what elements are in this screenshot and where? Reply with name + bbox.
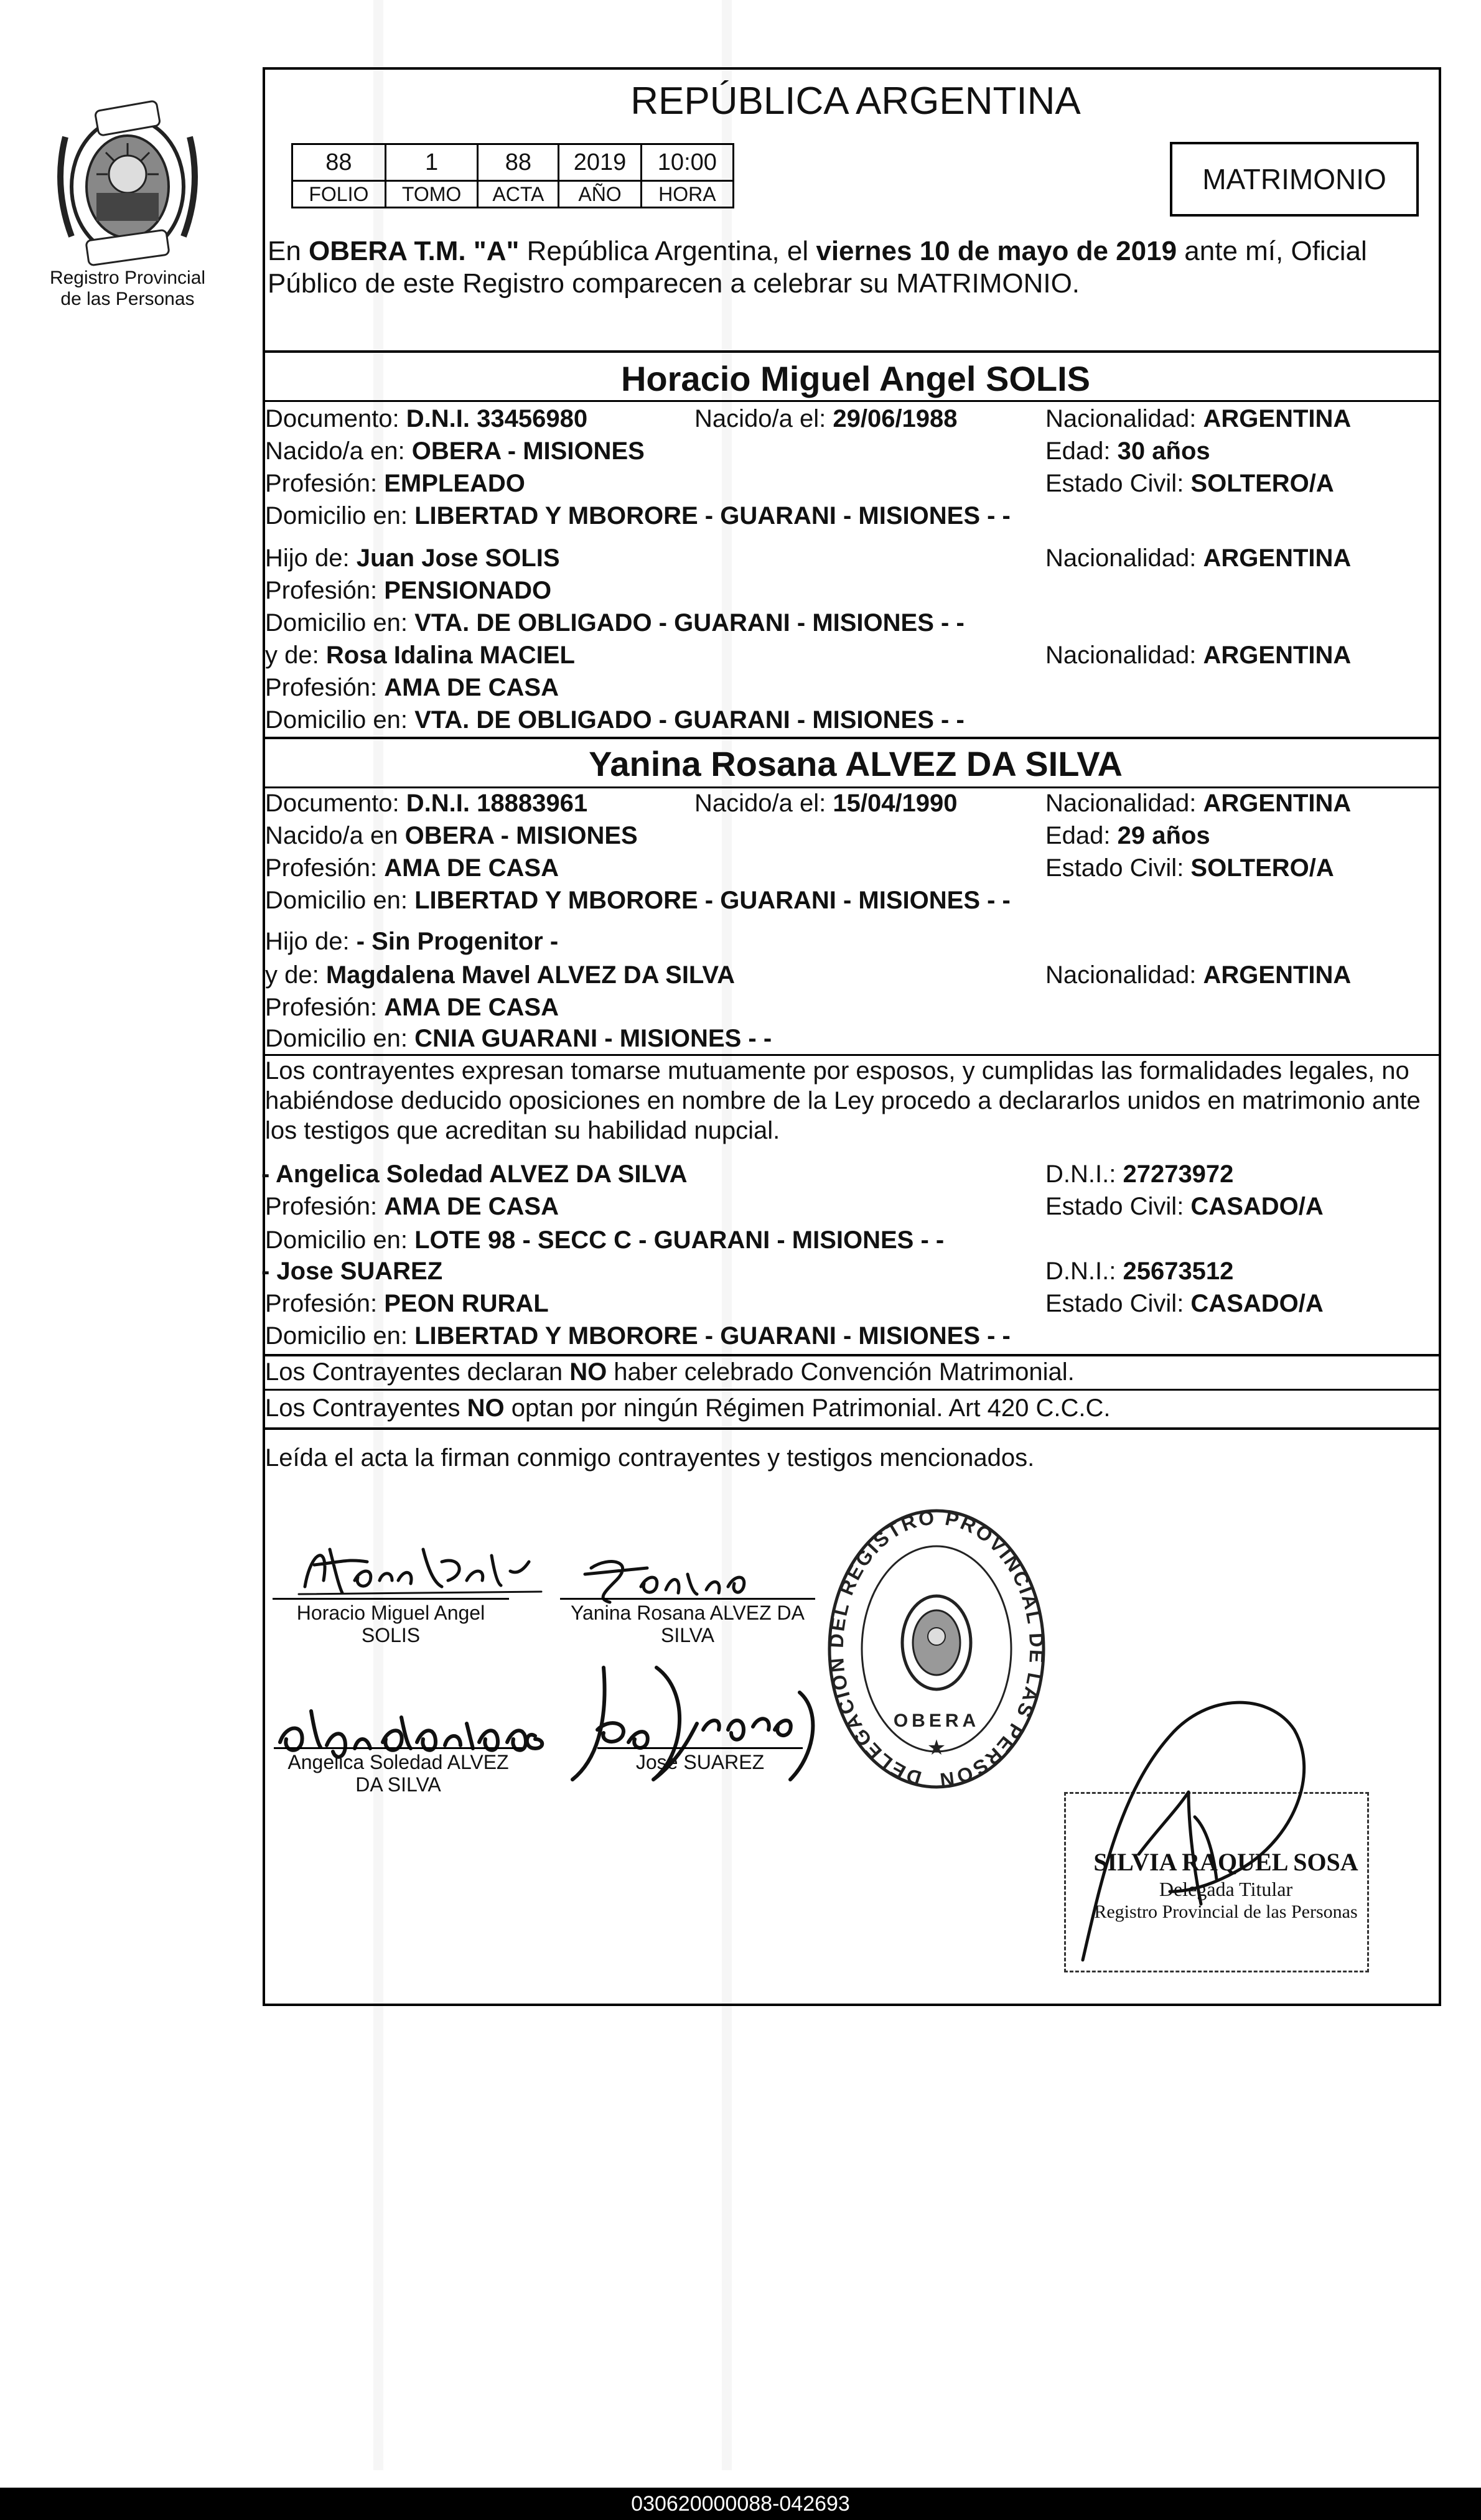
stamp-star-icon: ★: [927, 1736, 946, 1760]
groom-age: Edad: 30 años: [1045, 437, 1210, 465]
bride-name: Yanina Rosana ALVEZ DA SILVA: [589, 744, 1123, 783]
groom-father-nationality: Nacionalidad: ARGENTINA: [1045, 544, 1352, 572]
logo-caption: [31, 268, 224, 310]
witness1-civil-status: Estado Civil: CASADO/A: [1045, 1193, 1324, 1220]
officer-name: SILVIA RAQUEL SOSA: [1093, 1848, 1358, 1876]
groom-father: Hijo de: Juan Jose SOLIS: [265, 544, 560, 572]
groom-signature-icon: [292, 1537, 554, 1605]
officer-signature-icon: [1045, 1668, 1325, 1979]
groom-father-profession: Profesión: PENSIONADO: [265, 577, 552, 604]
country-title: REPÚBLICA ARGENTINA: [630, 80, 1081, 123]
groom-signature-label: Horacio Miguel Angel SOLIS: [296, 1602, 485, 1646]
groom-civil-status: Estado Civil: SOLTERO/A: [1045, 470, 1334, 497]
anio-value: 2019: [559, 144, 641, 181]
intro-line1: En OBERA T.M. "A" República Argentina, el viernes 10 de mayo de 2019 ante mí, Oficial: [268, 236, 1367, 266]
bride-birth-date: Nacido/a el: 15/04/1990: [694, 790, 958, 817]
officer-org: Registro Provincial de las Personas: [1094, 1902, 1358, 1922]
officer-title: Delegada Titular: [1159, 1878, 1293, 1900]
groom-document: Documento: D.N.I. 33456980: [265, 405, 588, 432]
convention-line1: Los Contrayentes declaran NO haber celebrado Convención Matrimonial.: [265, 1358, 1075, 1386]
acta-value: 88: [478, 144, 559, 181]
intro-line2: Público de este Registro comparecen a celebrar su MATRIMONIO.: [268, 268, 1080, 299]
province-logo: [53, 100, 202, 268]
witness2-dni: D.N.I.: 25673512: [1045, 1258, 1234, 1285]
groom-birth-place: Nacido/a en: OBERA - MISIONES: [265, 437, 645, 465]
logo-caption-line1: Registro Provincial: [49, 268, 206, 288]
registry-stamp-icon: [821, 1506, 1052, 1798]
bride-signature-label: Yanina Rosana ALVEZ DA SILVA: [571, 1602, 805, 1646]
stamp-city: OBERA: [893, 1710, 980, 1731]
convention-line2: Los Contrayentes NO optan por ningún Régimen Patrimonial. Art 420 C.C.C.: [265, 1394, 1111, 1422]
svg-text:DELEGACION DEL REGISTRO PROVIN: DELEGACION DEL REGISTRO PROVINCIAL DE LAS PERSON: [825, 1506, 1049, 1792]
footer-code: 030620000088-042693: [631, 2492, 850, 2516]
registry-box: [291, 143, 734, 208]
acta-label: ACTA: [478, 181, 559, 208]
bride-nationality: Nacionalidad: ARGENTINA: [1045, 790, 1352, 817]
folio-value: 88: [292, 144, 386, 181]
groom-father-address: Domicilio en: VTA. DE OBLIGADO - GUARANI - MISIONES - -: [265, 609, 965, 637]
bride-mother-profession: Profesión: AMA DE CASA: [265, 994, 559, 1021]
closing-text: Leída el acta la firman conmigo contrayentes y testigos mencionados.: [265, 1444, 1035, 1472]
tomo-value: 1: [385, 144, 478, 181]
groom-profession: Profesión: EMPLEADO: [265, 470, 525, 497]
bride-address: Domicilio en: LIBERTAD Y MBORORE - GUARANI - MISIONES - -: [265, 887, 1011, 914]
bride-civil-status: Estado Civil: SOLTERO/A: [1045, 854, 1334, 882]
groom-mother-address: Domicilio en: VTA. DE OBLIGADO - GUARANI - MISIONES - -: [265, 706, 965, 734]
folio-label: FOLIO: [292, 181, 386, 208]
witness1-address: Domicilio en: LOTE 98 - SECC C - GUARANI - MISIONES - -: [265, 1226, 945, 1254]
bride-birth-place: Nacido/a en OBERA - MISIONES: [265, 822, 638, 849]
province-seal-icon: [53, 100, 202, 268]
witness2-address: Domicilio en: LIBERTAD Y MBORORE - GUARANI - MISIONES - -: [265, 1322, 1011, 1350]
hora-value: 10:00: [641, 144, 733, 181]
bride-age: Edad: 29 años: [1045, 822, 1210, 849]
witness1-name: - Angelica Soledad ALVEZ DA SILVA: [261, 1160, 688, 1188]
witness2-name: - Jose SUAREZ: [261, 1258, 443, 1285]
bride-mother-address: Domicilio en: CNIA GUARANI - MISIONES - -: [265, 1025, 772, 1052]
groom-birth-date: Nacido/a el: 29/06/1988: [694, 405, 958, 432]
declaration-line1: Los contrayentes expresan tomarse mutuamente por esposos, y cumplidas las formalidades legales, no: [265, 1057, 1409, 1085]
groom-mother-profession: Profesión: AMA DE CASA: [265, 674, 559, 701]
bride-mother: y de: Magdalena Mavel ALVEZ DA SILVA: [265, 961, 735, 989]
groom-nationality: Nacionalidad: ARGENTINA: [1045, 405, 1352, 432]
bride-profession: Profesión: AMA DE CASA: [265, 854, 559, 882]
witness2-civil-status: Estado Civil: CASADO/A: [1045, 1290, 1324, 1317]
groom-mother: y de: Rosa Idalina MACIEL: [265, 642, 575, 669]
bride-document: Documento: D.N.I. 18883961: [265, 790, 588, 817]
official-stamp: [821, 1506, 1052, 1798]
bride-father: Hijo de: - Sin Progenitor -: [265, 928, 559, 955]
groom-name: Horacio Miguel Angel SOLIS: [620, 359, 1090, 398]
bride-mother-nationality: Nacionalidad: ARGENTINA: [1045, 961, 1352, 989]
witness2-profession: Profesión: PEON RURAL: [265, 1290, 549, 1317]
groom-address: Domicilio en: LIBERTAD Y MBORORE - GUARANI - MISIONES - -: [265, 502, 1011, 530]
hora-label: HORA: [641, 181, 733, 208]
declaration-line2: habiéndose deducido oposiciones en nombre de la Ley procedo a declararlos unidos en matrimonio ante: [265, 1087, 1421, 1114]
witness2-signature-label: Jose SUAREZ: [635, 1751, 765, 1773]
declaration-line3: los testigos que acreditan su habilidad nupcial.: [265, 1117, 780, 1144]
anio-label: AÑO: [559, 181, 641, 208]
logo-caption-line2: de las Personas: [60, 289, 195, 309]
witness1-signature-label: Angelica Soledad ALVEZ DA SILVA: [287, 1751, 509, 1796]
act-type-box: MATRIMONIO: [1170, 142, 1419, 217]
witness1-dni: D.N.I.: 27273972: [1045, 1160, 1234, 1188]
witness1-profession: Profesión: AMA DE CASA: [265, 1193, 559, 1220]
tomo-label: TOMO: [385, 181, 478, 208]
groom-mother-nationality: Nacionalidad: ARGENTINA: [1045, 642, 1352, 669]
